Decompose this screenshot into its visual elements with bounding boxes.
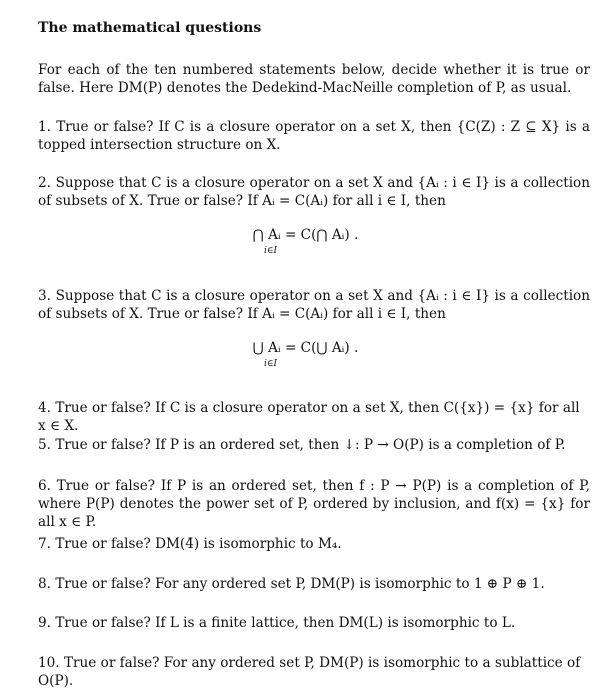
question-1: 1. True or false? If C is a closure operator on a set X, then {C(Z) : Z ⊆ X} is a topped intersection structure on X. (38, 119, 591, 153)
question-5: 5. True or false? If P is an ordered set, then ↓: P → O(P) is a completion of P. (38, 437, 566, 453)
question-7: 7. True or false? DM(4̄) is isomorphic to M₄. (38, 536, 342, 552)
intro-paragraph: For each of the ten numbered statements below, decide whether it is true or false. Here DM(P) denotes the Dedekind-MacNeille completion of P, as usual. (38, 62, 590, 96)
question-4: 4. True or false? If C is a closure operator on a set X, then C({x}) = {x} for all x ∈ X. (38, 400, 580, 434)
question-8: 8. True or false? For any ordered set P, DM(P) is isomorphic to 1 ⊕ P ⊕ 1. (38, 576, 545, 592)
page-title: The mathematical questions (38, 20, 262, 36)
question-3-display-formula: ⋃ Aᵢ = C(⋃ Aᵢ) . i∈I (252, 340, 359, 369)
question-6: 6. True or false? If P is an ordered set, then f : P → P(P) is a completion of P, where P(P) denotes the power set of P, ordered by inclusion, and f(x) = {x} for all x ∈ P. (38, 478, 590, 530)
question-2-display-formula: ⋂ Aᵢ = C(⋂ Aᵢ) . i∈I (252, 227, 359, 256)
question-2: 2. Suppose that C is a closure operator on a set X and {Aᵢ : i ∈ I} is a collection of subsets of X. True or false? If Aᵢ = C(Aᵢ) for all i ∈ I, then (38, 175, 590, 209)
question-9: 9. True or false? If L is a finite lattice, then DM(L) is isomorphic to L. (38, 615, 516, 631)
question-3: 3. Suppose that C is a closure operator on a set X and {Aᵢ : i ∈ I} is a collection of subsets of X. True or false? If Aᵢ = C(Aᵢ) for all i ∈ I, then (38, 288, 590, 322)
question-10: 10. True or false? For any ordered set P, DM(P) is isomorphic to a sublattice of O(P). (38, 655, 581, 689)
